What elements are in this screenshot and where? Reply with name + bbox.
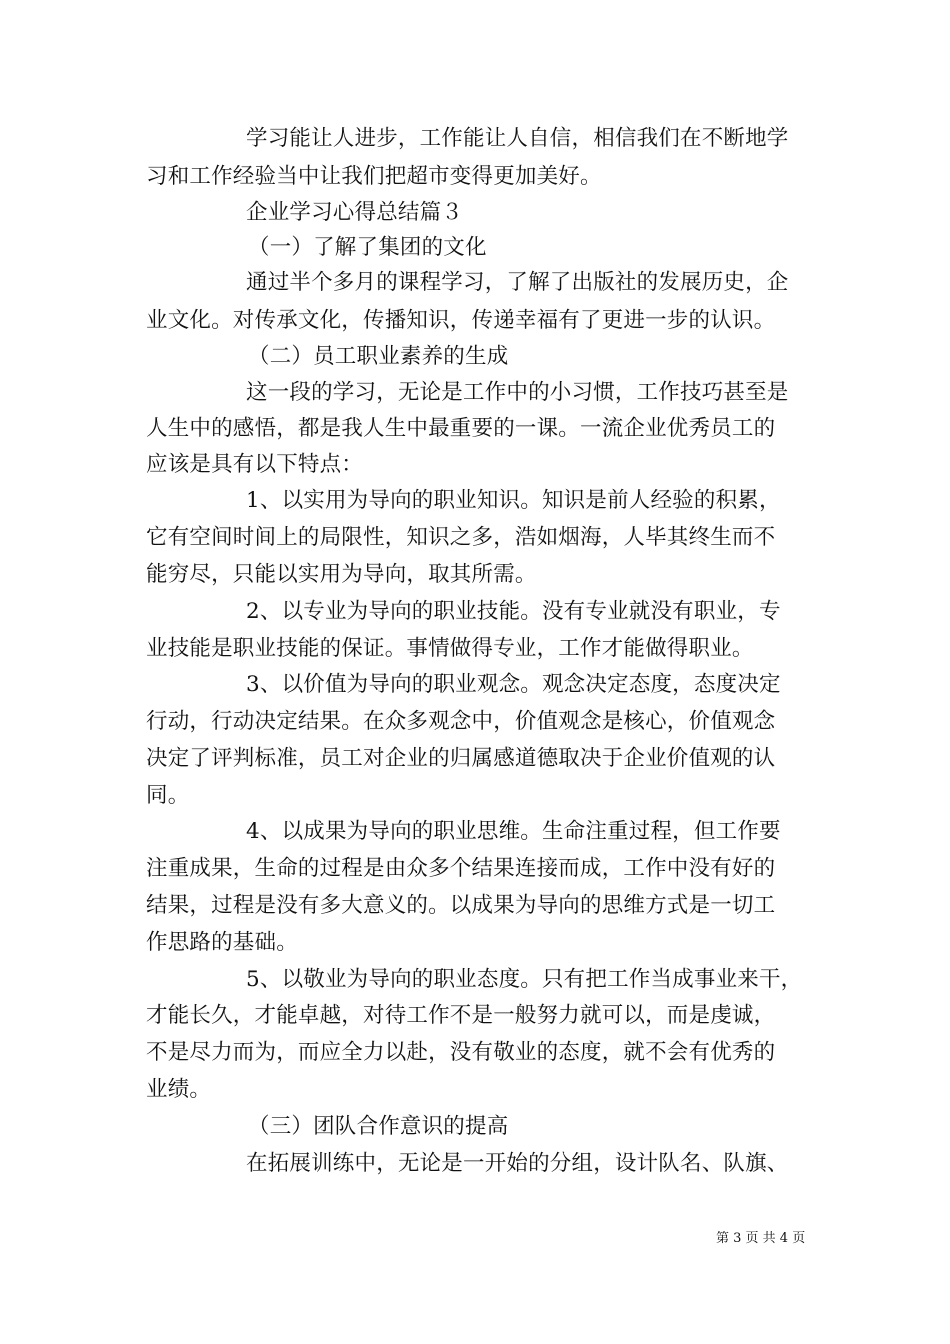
text-line: 行动，行动决定结果。在众多观念中，价值观念是核心，价值观念 xyxy=(146,709,776,734)
text-line: 决定了评判标准，员工对企业的归属感道德取决于企业价值观的认 xyxy=(146,746,776,771)
text-line: 在拓展训练中，无论是一开始的分组，设计队名、队旗、 xyxy=(246,1151,789,1176)
list-item-4: 4、以成果为导向的职业思维。生命注重过程，但工作要 xyxy=(246,819,781,844)
text-line: 作思路的基础。 xyxy=(146,930,298,955)
text-line: 能穷尽，只能以实用为导向，取其所需。 xyxy=(146,562,537,587)
list-item-5: 5、以敬业为导向的职业态度。只有把工作当成事业来干， xyxy=(246,967,803,992)
list-item-1: 1、以实用为导向的职业知识。知识是前人经验的积累， xyxy=(246,488,781,513)
text-line: 业绩。 xyxy=(146,1077,212,1102)
text-line: 通过半个多月的课程学习，了解了出版社的发展历史，企 xyxy=(246,270,789,295)
text-line: 这一段的学习，无论是工作中的小习惯，工作技巧甚至是 xyxy=(246,380,789,405)
text-line: 结果，过程是没有多大意义的。以成果为导向的思维方式是一切工 xyxy=(146,893,776,918)
page-number-footer: 第 3 页 共 4 页 xyxy=(716,1231,806,1246)
text-line: 应该是具有以下特点： xyxy=(146,452,364,477)
list-item-3: 3、以价值为导向的职业观念。观念决定态度，态度决定 xyxy=(246,672,781,697)
text-line: 不是尽力而为，而应全力以赴，没有敬业的态度，就不会有优秀的 xyxy=(146,1040,776,1065)
list-item-2: 2、以专业为导向的职业技能。没有专业就没有职业，专 xyxy=(246,599,781,624)
text-line: 同。 xyxy=(146,783,190,808)
subsection-heading: （二）员工职业素养的生成 xyxy=(248,344,509,369)
text-line: 学习能让人进步，工作能让人自信，相信我们在不断地学 xyxy=(246,126,789,151)
subsection-heading: （一）了解了集团的文化 xyxy=(248,235,487,260)
text-line: 业文化。对传承文化，传播知识，传递幸福有了更进一步的认识。 xyxy=(146,308,776,333)
text-line: 人生中的感悟，都是我人生中最重要的一课。一流企业优秀员工的 xyxy=(146,416,776,441)
text-line: 注重成果，生命的过程是由众多个结果连接而成，工作中没有好的 xyxy=(146,856,776,881)
text-line: 业技能是职业技能的保证。事情做得专业，工作才能做得职业。 xyxy=(146,636,754,661)
text-line: 才能长久，才能卓越，对待工作不是一般努力就可以，而是虔诚， xyxy=(146,1003,776,1028)
text-line: 习和工作经验当中让我们把超市变得更加美好。 xyxy=(146,164,602,189)
text-line: 它有空间时间上的局限性，知识之多，浩如烟海，人毕其终生而不 xyxy=(146,525,776,550)
section-heading: 企业学习心得总结篇３ xyxy=(246,200,464,225)
subsection-heading: （三）团队合作意识的提高 xyxy=(248,1114,509,1139)
